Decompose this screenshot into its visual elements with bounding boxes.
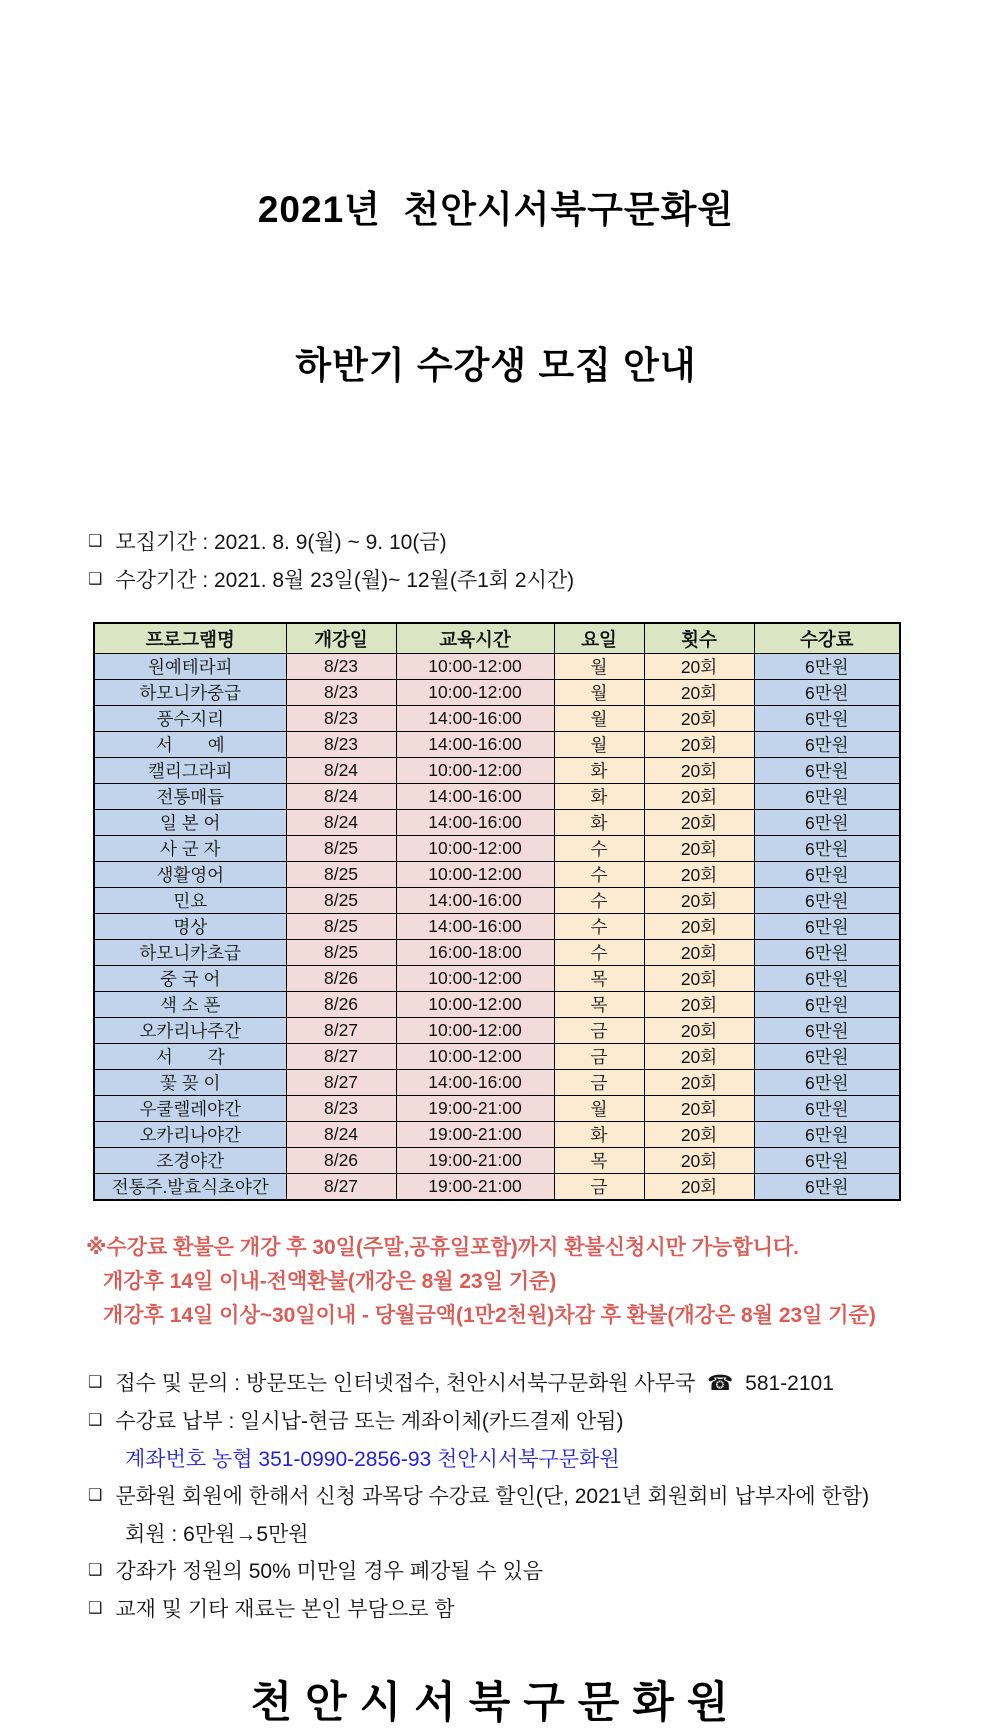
table-cell: 사 군 자 [94, 836, 286, 862]
course-schedule-table [93, 622, 901, 1201]
table-cell: 20회 [644, 836, 754, 862]
table-cell: 8/24 [286, 1122, 396, 1148]
intro-section [88, 524, 992, 600]
refund-notice-line-3: 개강후 14일 이상~30일이내 - 당월금액(1만2천원)차감 후 환불(개강은 8월 23일 기준) [103, 1304, 876, 1327]
table-cell: 10:00-12:00 [396, 862, 554, 888]
page-title [0, 0, 992, 496]
table-cell: 20회 [644, 654, 754, 680]
checkbox-bullet-icon: ❑ [88, 571, 103, 588]
table-cell: 10:00-12:00 [396, 1044, 554, 1070]
member-discount-text: 문화원 회원에 한해서 신청 과목당 수강료 할인(단, 2021년 회원회비 납부자에 한함) [115, 1485, 870, 1508]
table-cell: 6만원 [754, 784, 900, 810]
table-row [94, 1096, 900, 1122]
table-cell: 20회 [644, 862, 754, 888]
table-cell: 전통주.발효식초야간 [94, 1174, 286, 1201]
table-row [94, 1018, 900, 1044]
table-cell: 월 [554, 1096, 644, 1122]
phone-number: 581-2101 [745, 1372, 834, 1395]
contact-text: 접수 및 문의 : 방문또는 인터넷접수, 천안시서북구문화원 사무국 [115, 1372, 696, 1395]
header-class-time: 교육시간 [396, 623, 554, 654]
table-cell: 금 [554, 1044, 644, 1070]
table-row [94, 732, 900, 758]
recruit-period-text: 모집기간 : 2021. 8. 9(월) ~ 9. 10(금) [115, 531, 447, 554]
table-cell: 20회 [644, 1018, 754, 1044]
table-cell: 오카리나주간 [94, 1018, 286, 1044]
table-cell: 20회 [644, 1070, 754, 1096]
info-section [88, 1365, 992, 1629]
table-cell: 20회 [644, 1148, 754, 1174]
header-program-name: 프로그램명 [94, 623, 286, 654]
table-cell: 생활영어 [94, 862, 286, 888]
table-cell: 10:00-12:00 [396, 992, 554, 1018]
recruit-period-line [88, 524, 992, 562]
table-cell: 8/23 [286, 654, 396, 680]
table-cell: 목 [554, 1148, 644, 1174]
table-cell: 8/23 [286, 706, 396, 732]
table-cell: 20회 [644, 966, 754, 992]
refund-notice-line-2: 개강후 14일 이내-전액환불(개강은 8월 23일 기준) [103, 1270, 557, 1293]
checkbox-bullet-icon: ❑ [88, 1374, 103, 1391]
table-cell: 10:00-12:00 [396, 680, 554, 706]
cancellation-text: 강좌가 정원의 50% 미만일 경우 폐강될 수 있음 [115, 1560, 544, 1583]
table-row [94, 784, 900, 810]
table-cell: 20회 [644, 940, 754, 966]
table-cell: 서 각 [94, 1044, 286, 1070]
header-sessions: 횟수 [644, 623, 754, 654]
table-body [94, 654, 900, 1201]
table-cell: 하모니카초급 [94, 940, 286, 966]
table-cell: 6만원 [754, 758, 900, 784]
title-line-1: 2021년 천안시서북구문화원 [257, 189, 735, 230]
header-fee: 수강료 [754, 623, 900, 654]
table-cell: 6만원 [754, 992, 900, 1018]
header-start-date: 개강일 [286, 623, 396, 654]
table-cell: 오카리나야간 [94, 1122, 286, 1148]
member-price-line: 회원 : 6만원→5만원 [125, 1523, 309, 1546]
table-cell: 14:00-16:00 [396, 706, 554, 732]
table-row [94, 836, 900, 862]
table-cell: 20회 [644, 888, 754, 914]
cancellation-line [88, 1553, 992, 1591]
table-cell: 풍수지리 [94, 706, 286, 732]
table-cell: 6만원 [754, 732, 900, 758]
table-cell: 조경야간 [94, 1148, 286, 1174]
table-row [94, 914, 900, 940]
table-row [94, 966, 900, 992]
member-discount-line [88, 1478, 992, 1516]
table-cell: 하모니카중급 [94, 680, 286, 706]
table-cell: 14:00-16:00 [396, 888, 554, 914]
table-cell: 6만원 [754, 1070, 900, 1096]
table-cell: 8/27 [286, 1018, 396, 1044]
table-row [94, 862, 900, 888]
table-cell: 금 [554, 1174, 644, 1201]
table-cell: 20회 [644, 1096, 754, 1122]
table-row [94, 1044, 900, 1070]
table-cell: 화 [554, 784, 644, 810]
table-cell: 20회 [644, 1174, 754, 1201]
contact-line [88, 1365, 992, 1403]
table-cell: 6만원 [754, 940, 900, 966]
table-cell: 6만원 [754, 1174, 900, 1201]
table-cell: 월 [554, 680, 644, 706]
table-cell: 목 [554, 966, 644, 992]
table-cell: 6만원 [754, 706, 900, 732]
table-cell: 20회 [644, 1044, 754, 1070]
checkbox-bullet-icon: ❑ [88, 1562, 103, 1579]
checkbox-bullet-icon: ❑ [88, 533, 103, 550]
table-row [94, 758, 900, 784]
table-cell: 금 [554, 1070, 644, 1096]
table-cell: 6만원 [754, 914, 900, 940]
table-cell: 색 소 폰 [94, 992, 286, 1018]
table-cell: 캘리그라피 [94, 758, 286, 784]
table-cell: 14:00-16:00 [396, 1070, 554, 1096]
table-cell: 16:00-18:00 [396, 940, 554, 966]
table-row [94, 940, 900, 966]
organization-name-footer: 천안시서북구문화원 [250, 1679, 742, 1727]
table-cell: 6만원 [754, 836, 900, 862]
checkbox-bullet-icon: ❑ [88, 1600, 103, 1617]
table-row [94, 992, 900, 1018]
table-row [94, 810, 900, 836]
table-cell: 6만원 [754, 680, 900, 706]
title-line-2: 하반기 수강생 모집 안내 [295, 345, 697, 386]
table-cell: 6만원 [754, 1096, 900, 1122]
table-cell: 8/23 [286, 680, 396, 706]
table-cell: 8/24 [286, 784, 396, 810]
table-cell: 8/27 [286, 1070, 396, 1096]
table-cell: 수 [554, 914, 644, 940]
table-cell: 10:00-12:00 [396, 1018, 554, 1044]
table-cell: 일 본 어 [94, 810, 286, 836]
table-cell: 8/25 [286, 888, 396, 914]
table-cell: 20회 [644, 706, 754, 732]
table-cell: 8/24 [286, 810, 396, 836]
table-row [94, 1122, 900, 1148]
table-cell: 20회 [644, 810, 754, 836]
table-cell: 6만원 [754, 1044, 900, 1070]
table-cell: 수 [554, 888, 644, 914]
table-cell: 8/25 [286, 836, 396, 862]
table-cell: 화 [554, 810, 644, 836]
table-cell: 8/23 [286, 732, 396, 758]
materials-text: 교재 및 기타 재료는 본인 부담으로 함 [115, 1598, 455, 1621]
table-cell: 14:00-16:00 [396, 732, 554, 758]
table-cell: 19:00-21:00 [396, 1096, 554, 1122]
table-cell: 14:00-16:00 [396, 784, 554, 810]
table-cell: 19:00-21:00 [396, 1174, 554, 1201]
table-cell: 원예테라피 [94, 654, 286, 680]
table-cell: 화 [554, 1122, 644, 1148]
table-cell: 20회 [644, 732, 754, 758]
table-cell: 월 [554, 706, 644, 732]
table-cell: 8/23 [286, 1096, 396, 1122]
table-cell: 19:00-21:00 [396, 1122, 554, 1148]
payment-text: 수강료 납부 : 일시납-현금 또는 계좌이체(카드결제 안됨) [115, 1410, 624, 1433]
table-cell: 6만원 [754, 1018, 900, 1044]
table-cell: 20회 [644, 1122, 754, 1148]
table-cell: 8/27 [286, 1174, 396, 1201]
table-header-row [94, 623, 900, 654]
table-cell: 민요 [94, 888, 286, 914]
table-cell: 6만원 [754, 1122, 900, 1148]
table-cell: 수 [554, 940, 644, 966]
table-cell: 10:00-12:00 [396, 758, 554, 784]
table-cell: 20회 [644, 992, 754, 1018]
table-cell: 20회 [644, 914, 754, 940]
table-cell: 8/26 [286, 992, 396, 1018]
table-cell: 14:00-16:00 [396, 914, 554, 940]
table-cell: 8/26 [286, 1148, 396, 1174]
table-cell: 6만원 [754, 888, 900, 914]
refund-notice [86, 1231, 992, 1333]
course-period-line [88, 562, 992, 600]
table-cell: 수 [554, 836, 644, 862]
table-cell: 목 [554, 992, 644, 1018]
table-cell: 20회 [644, 680, 754, 706]
table-cell: 20회 [644, 758, 754, 784]
table-cell: 6만원 [754, 810, 900, 836]
table-row [94, 1174, 900, 1201]
table-row [94, 654, 900, 680]
table-cell: 8/25 [286, 914, 396, 940]
payment-line [88, 1403, 992, 1441]
table-cell: 8/25 [286, 940, 396, 966]
refund-notice-line-1: ※수강료 환불은 개강 후 30일(주말,공휴일포함)까지 환불신청시만 가능합니다. [86, 1236, 800, 1259]
table-cell: 8/25 [286, 862, 396, 888]
checkbox-bullet-icon: ❑ [88, 1487, 103, 1504]
table-cell: 10:00-12:00 [396, 966, 554, 992]
table-cell: 6만원 [754, 862, 900, 888]
table-cell: 19:00-21:00 [396, 1148, 554, 1174]
table-row [94, 888, 900, 914]
table-row [94, 1070, 900, 1096]
table-cell: 중 국 어 [94, 966, 286, 992]
table-cell: 우쿨렐레야간 [94, 1096, 286, 1122]
table-cell: 화 [554, 758, 644, 784]
table-cell: 금 [554, 1018, 644, 1044]
table-cell: 8/26 [286, 966, 396, 992]
table-cell: 서 예 [94, 732, 286, 758]
table-cell: 6만원 [754, 966, 900, 992]
header-day: 요일 [554, 623, 644, 654]
table-cell: 10:00-12:00 [396, 836, 554, 862]
phone-icon: ☎ [707, 1372, 734, 1395]
table-cell: 8/27 [286, 1044, 396, 1070]
table-cell: 6만원 [754, 654, 900, 680]
table-cell: 수 [554, 862, 644, 888]
table-row [94, 1148, 900, 1174]
table-cell: 꽃 꽂 이 [94, 1070, 286, 1096]
table-row [94, 680, 900, 706]
table-cell: 전통매듭 [94, 784, 286, 810]
table-row [94, 706, 900, 732]
table-cell: 월 [554, 654, 644, 680]
table-cell: 6만원 [754, 1148, 900, 1174]
table-cell: 20회 [644, 784, 754, 810]
contact-text-wrap [115, 1365, 840, 1403]
checkbox-bullet-icon: ❑ [88, 1412, 103, 1429]
table-cell: 월 [554, 732, 644, 758]
table-cell: 10:00-12:00 [396, 654, 554, 680]
table-cell: 명상 [94, 914, 286, 940]
course-period-text: 수강기간 : 2021. 8월 23일(월)~ 12월(주1회 2시간) [115, 569, 575, 592]
materials-line [88, 1591, 992, 1629]
table-cell: 14:00-16:00 [396, 810, 554, 836]
bank-account-line: 계좌번호 농협 351-0990-2856-93 천안시서북구문화원 [125, 1448, 620, 1471]
table-cell: 8/24 [286, 758, 396, 784]
